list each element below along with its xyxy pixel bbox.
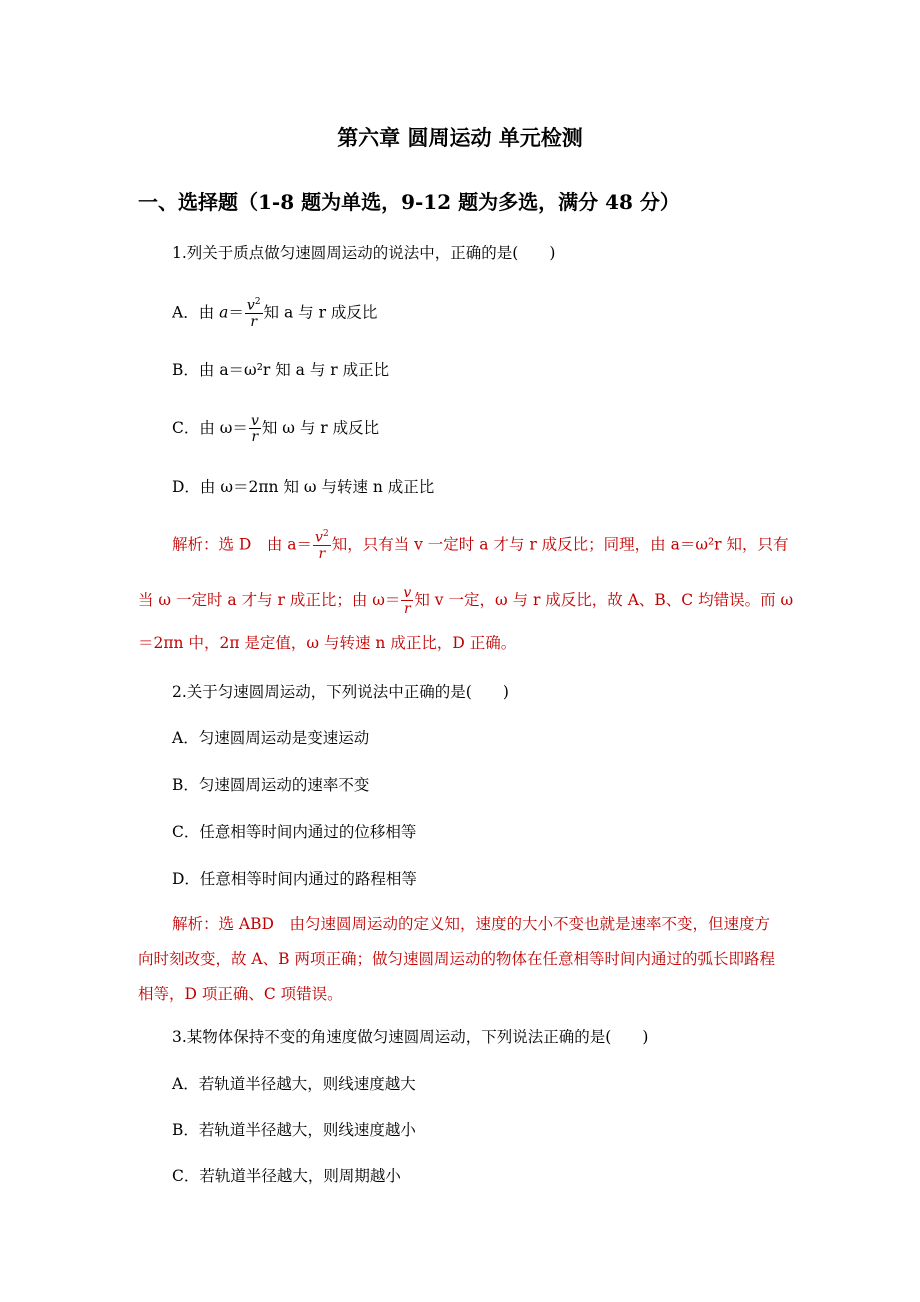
explanation-1-suffix: 知，只有当 v 一定时 a 才与 r 成反比；同理，由 a＝ω²r 知，只有 xyxy=(331,535,789,554)
square-exponent: 2 xyxy=(322,529,329,539)
question-1-option-d: D．由 ω＝2πn 知 ω 与转速 n 成正比 xyxy=(172,478,435,496)
option-c-suffix: 知 ω 与 r 成反比 xyxy=(261,419,380,437)
option-c-prefix: C．由 ω＝ xyxy=(172,419,248,437)
question-1-option-b: B．由 a＝ω²r 知 a 与 r 成正比 xyxy=(172,361,390,379)
question-3-stem: 3.某物体保持不变的角速度做匀速圆周运动，下列说法正确的是( ) xyxy=(172,1028,649,1046)
question-1-option-a xyxy=(172,298,377,329)
square-exponent: 2 xyxy=(254,297,261,307)
explanation-2-suffix: 知 v 一定，ω 与 r 成反比，故 A、B、C 均错误。而 ω xyxy=(414,591,794,609)
question-1-explanation-line-2 xyxy=(138,586,793,616)
fraction-v-over-r xyxy=(249,414,261,444)
fraction-numerator: v xyxy=(250,413,259,429)
question-2-stem: 2.关于匀速圆周运动，下列说法中正确的是( ) xyxy=(172,683,509,701)
fraction-v2-over-r xyxy=(245,298,263,329)
question-2-option-a: A．匀速圆周运动是变速运动 xyxy=(172,729,370,747)
fraction-denominator: r xyxy=(318,545,326,562)
question-3-option-b: B．若轨道半径越大，则线速度越小 xyxy=(172,1121,416,1139)
question-2-explanation: 解析：选 ABD 由匀速圆周运动的定义知，速度的大小不变也就是速率不变，但速度方向时刻改变，故 A、B 两项正确；做匀速圆周运动的物体在任意相等时间内通过的弧长即路程相等，D 项正确、C 项错误。 xyxy=(138,915,775,1003)
fraction-denominator: r xyxy=(404,601,411,617)
question-3-option-a: A．若轨道半径越大，则线速度越大 xyxy=(172,1075,416,1093)
section-heading: 一、选择题（1-8 题为单选，9-12 题为多选，满分 48 分） xyxy=(138,190,680,214)
question-3-option-c: C．若轨道半径越大，则周期越小 xyxy=(172,1167,401,1185)
explanation-1-prefix: 解析：选 D 由 a＝ xyxy=(172,535,313,554)
fraction-numerator: v xyxy=(315,529,323,546)
question-1-option-c xyxy=(172,414,379,444)
var-a: a xyxy=(219,303,229,322)
fraction-numerator: v xyxy=(403,585,412,601)
question-2-option-b: B．匀速圆周运动的速率不变 xyxy=(172,776,370,794)
question-1-explanation-line-3: ＝2πn 中，2π 是定值，ω 与转速 n 成正比，D 正确。 xyxy=(138,634,517,652)
equals-sign: ＝ xyxy=(228,303,244,322)
question-2-option-d: D．任意相等时间内通过的路程相等 xyxy=(172,870,417,888)
question-2-option-c: C．任意相等时间内通过的位移相等 xyxy=(172,823,417,841)
option-a-prefix: A．由 xyxy=(172,303,220,322)
fraction-denominator: r xyxy=(250,313,258,330)
fraction-v2-over-r xyxy=(313,530,331,561)
question-1-explanation-line-1 xyxy=(172,530,789,561)
fraction-denominator: r xyxy=(251,429,259,445)
fraction-numerator: v xyxy=(246,297,255,314)
explanation-2-prefix: 当 ω 一定时 a 才与 r 成正比；由 ω＝ xyxy=(138,591,401,609)
fraction-v-over-r xyxy=(401,586,413,616)
page-title: 第六章 圆周运动 单元检测 xyxy=(337,125,583,150)
option-a-suffix: 知 a 与 r 成反比 xyxy=(263,303,378,322)
question-1-stem: 1.列关于质点做匀速圆周运动的说法中，正确的是( ) xyxy=(172,244,556,262)
